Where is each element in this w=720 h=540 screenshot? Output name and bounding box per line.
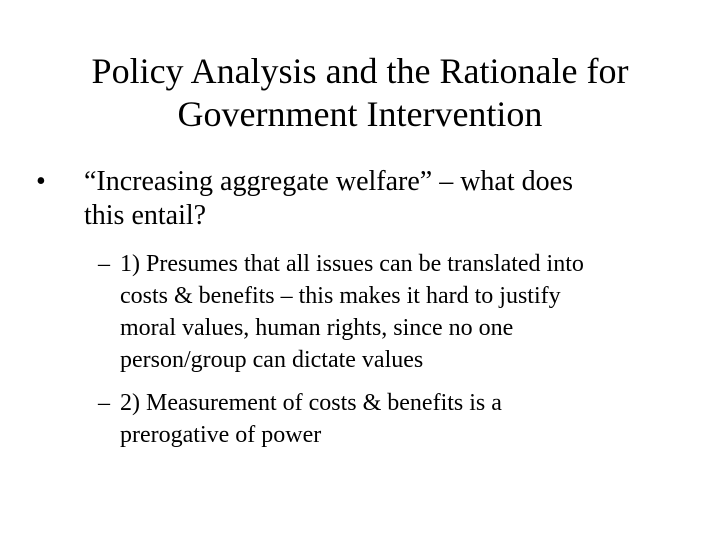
bullet-text <box>36 165 676 233</box>
slide-title <box>36 50 684 136</box>
bullet-marker: • <box>36 166 46 197</box>
subbullet-text <box>98 387 678 451</box>
subbullet-line: 2) Measurement of costs & benefits is a <box>120 390 502 416</box>
bullet-line: this entail? <box>84 200 207 231</box>
title-line: Policy Analysis and the Rationale for <box>91 51 629 91</box>
title-line: Government Intervention <box>177 94 543 134</box>
subbullet-text <box>98 248 678 376</box>
subbullet-item <box>98 248 678 376</box>
subbullet-item <box>98 387 678 451</box>
subbullet-marker: – <box>98 251 110 277</box>
bullet-item <box>36 165 676 233</box>
subbullet-line: moral values, human rights, since no one <box>120 315 514 341</box>
subbullet-line: 1) Presumes that all issues can be translated into <box>120 251 584 277</box>
subbullet-marker: – <box>98 390 110 416</box>
bullet-line: “Increasing aggregate welfare” – what does <box>84 166 573 197</box>
subbullet-line: prerogative of power <box>120 422 322 448</box>
subbullet-line: costs & benefits – this makes it hard to justify <box>120 283 561 309</box>
subbullet-line: person/group can dictate values <box>120 347 424 373</box>
